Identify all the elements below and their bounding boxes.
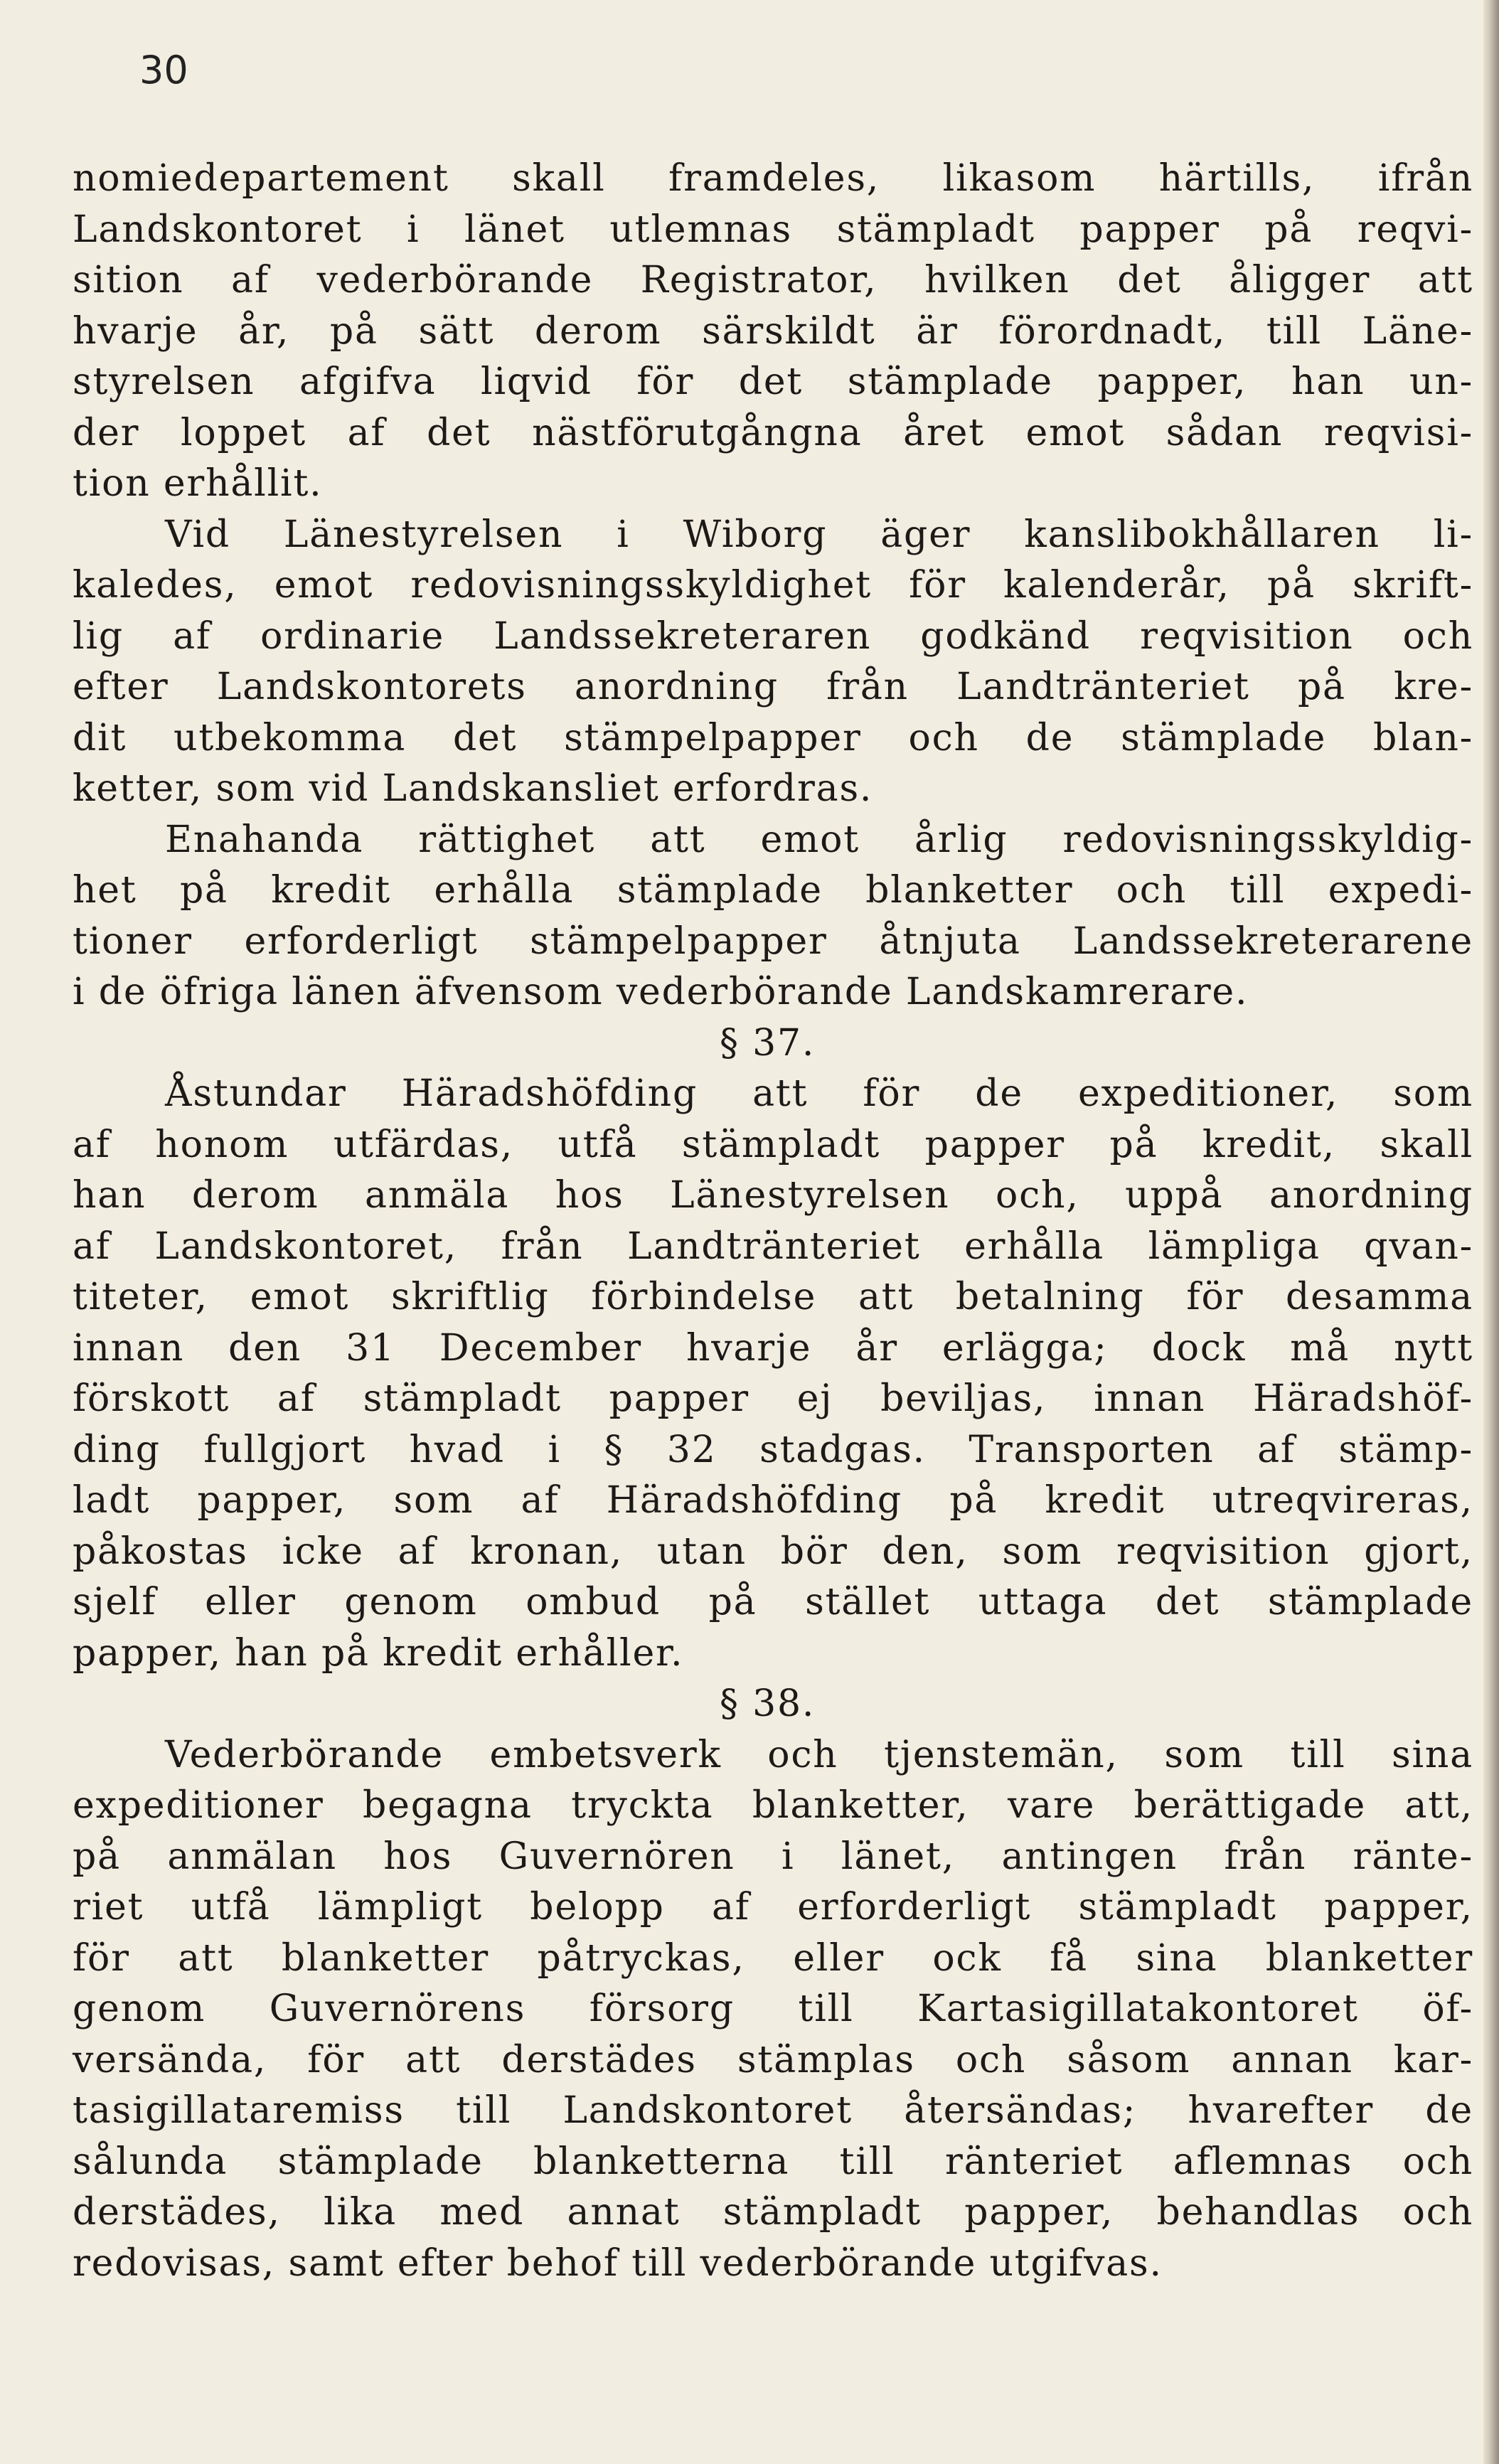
text-line: papper, han på kredit erhåller. bbox=[73, 1631, 684, 1675]
text-line: expeditioner begagna tryckta blanketter, vare berättigade att, bbox=[73, 1784, 1473, 1827]
text-line: redovisas, samt efter behof till vederbörande utgifvas. bbox=[73, 2241, 1163, 2285]
text-line: styrelsen afgifva liqvid för det stämplade papper, han un- bbox=[73, 361, 1473, 403]
text-line: i de öfriga länen äfvensom vederbörande Landskamrerare. bbox=[73, 971, 1249, 1013]
text-line: titeter, emot skriftlig förbindelse att betalning för desamma bbox=[73, 1276, 1473, 1318]
text-line: dit utbekomma det stämpelpapper och de stämplade blan- bbox=[73, 716, 1473, 759]
text-line: han derom anmäla hos Länestyrelsen och, uppå anordning bbox=[73, 1174, 1473, 1217]
text-line: nomiedepartement skall framdeles, likasom härtills, ifrån bbox=[73, 157, 1473, 200]
text-line: kaledes, emot redovisningsskyldighet för kalenderår, på skrift- bbox=[73, 564, 1473, 607]
text-line: riet utfå lämpligt belopp af erforderligt stämpladt papper, bbox=[73, 1886, 1473, 1929]
text-line: sjelf eller genom ombud på stället uttaga det stämplade bbox=[73, 1581, 1473, 1623]
text-line: ding fullgjort hvad i § 32 stadgas. Transporten af stämp- bbox=[73, 1428, 1473, 1471]
text-line: Vid Länestyrelsen i Wiborg äger kanslibokhållaren li- bbox=[165, 513, 1473, 556]
text-line: het på kredit erhålla stämplade blanketter och till expedi- bbox=[73, 869, 1473, 912]
text-line: innan den 31 December hvarje år erlägga; dock må nytt bbox=[73, 1326, 1473, 1370]
text-line: genom Guvernörens försorg till Kartasigillatakontoret öf- bbox=[73, 1988, 1473, 2030]
text-line: efter Landskontorets anordning från Landtränteriet på kre- bbox=[73, 666, 1473, 708]
text-line: på anmälan hos Guvernören i länet, antingen från ränte- bbox=[73, 1835, 1473, 1878]
text-line: af honom utfärdas, utfå stämpladt papper på kredit, skall bbox=[73, 1123, 1473, 1166]
text-line: lig af ordinarie Landssekreteraren godkänd reqvisition och bbox=[73, 614, 1473, 658]
section-heading-38: § 38. bbox=[720, 1682, 816, 1725]
text-line: der loppet af det nästförutgångna året emot sådan reqvisi- bbox=[73, 411, 1473, 454]
text-line: Enahanda rättighet att emot årlig redovisningsskyldig- bbox=[165, 818, 1473, 861]
page-number: 30 bbox=[139, 48, 188, 92]
text-line: tioner erforderligt stämpelpapper åtnjuta Landssekreterarene bbox=[73, 919, 1473, 963]
text-line: Åstundar Häradshöfding att för de expeditioner, som bbox=[165, 1072, 1473, 1115]
text-line: sålunda stämplade blanketterna till ränteriet aflemnas och bbox=[73, 2140, 1473, 2183]
text-line: påkostas icke af kronan, utan bör den, som reqvisition gjort, bbox=[73, 1530, 1473, 1573]
text-line: tion erhållit. bbox=[73, 462, 323, 505]
text-line: derstädes, lika med annat stämpladt papper, behandlas och bbox=[73, 2191, 1473, 2234]
text-line: Vederbörande embetsverk och tjenstemän, som till sina bbox=[165, 1733, 1473, 1776]
text-block bbox=[73, 154, 1473, 2289]
text-line: förskott af stämpladt papper ej beviljas, innan Häradshöf- bbox=[73, 1377, 1473, 1420]
text-line: för att blanketter påtryckas, eller ock få sina blanketter bbox=[73, 1936, 1473, 1980]
text-line: ladt papper, som af Häradshöfding på kredit utreqvireras, bbox=[73, 1479, 1473, 1522]
text-line: hvarje år, på sätt derom särskildt är förordnadt, till Läne- bbox=[73, 309, 1473, 353]
text-line: versända, för att derstädes stämplas och såsom annan kar- bbox=[73, 2038, 1473, 2081]
text-line: tasigillataremiss till Landskontoret återsändas; hvarefter de bbox=[73, 2089, 1473, 2132]
page-edge bbox=[1483, 0, 1499, 2464]
text-line: af Landskontoret, från Landtränteriet erhålla lämpliga qvan- bbox=[73, 1225, 1473, 1268]
text-line: sition af vederbörande Registrator, hvilken det åligger att bbox=[73, 259, 1473, 302]
text-line: ketter, som vid Landskansliet erfordras. bbox=[73, 767, 873, 810]
section-heading-37: § 37. bbox=[720, 1021, 816, 1065]
text-line: Landskontoret i länet utlemnas stämpladt papper på reqvi- bbox=[73, 208, 1473, 251]
